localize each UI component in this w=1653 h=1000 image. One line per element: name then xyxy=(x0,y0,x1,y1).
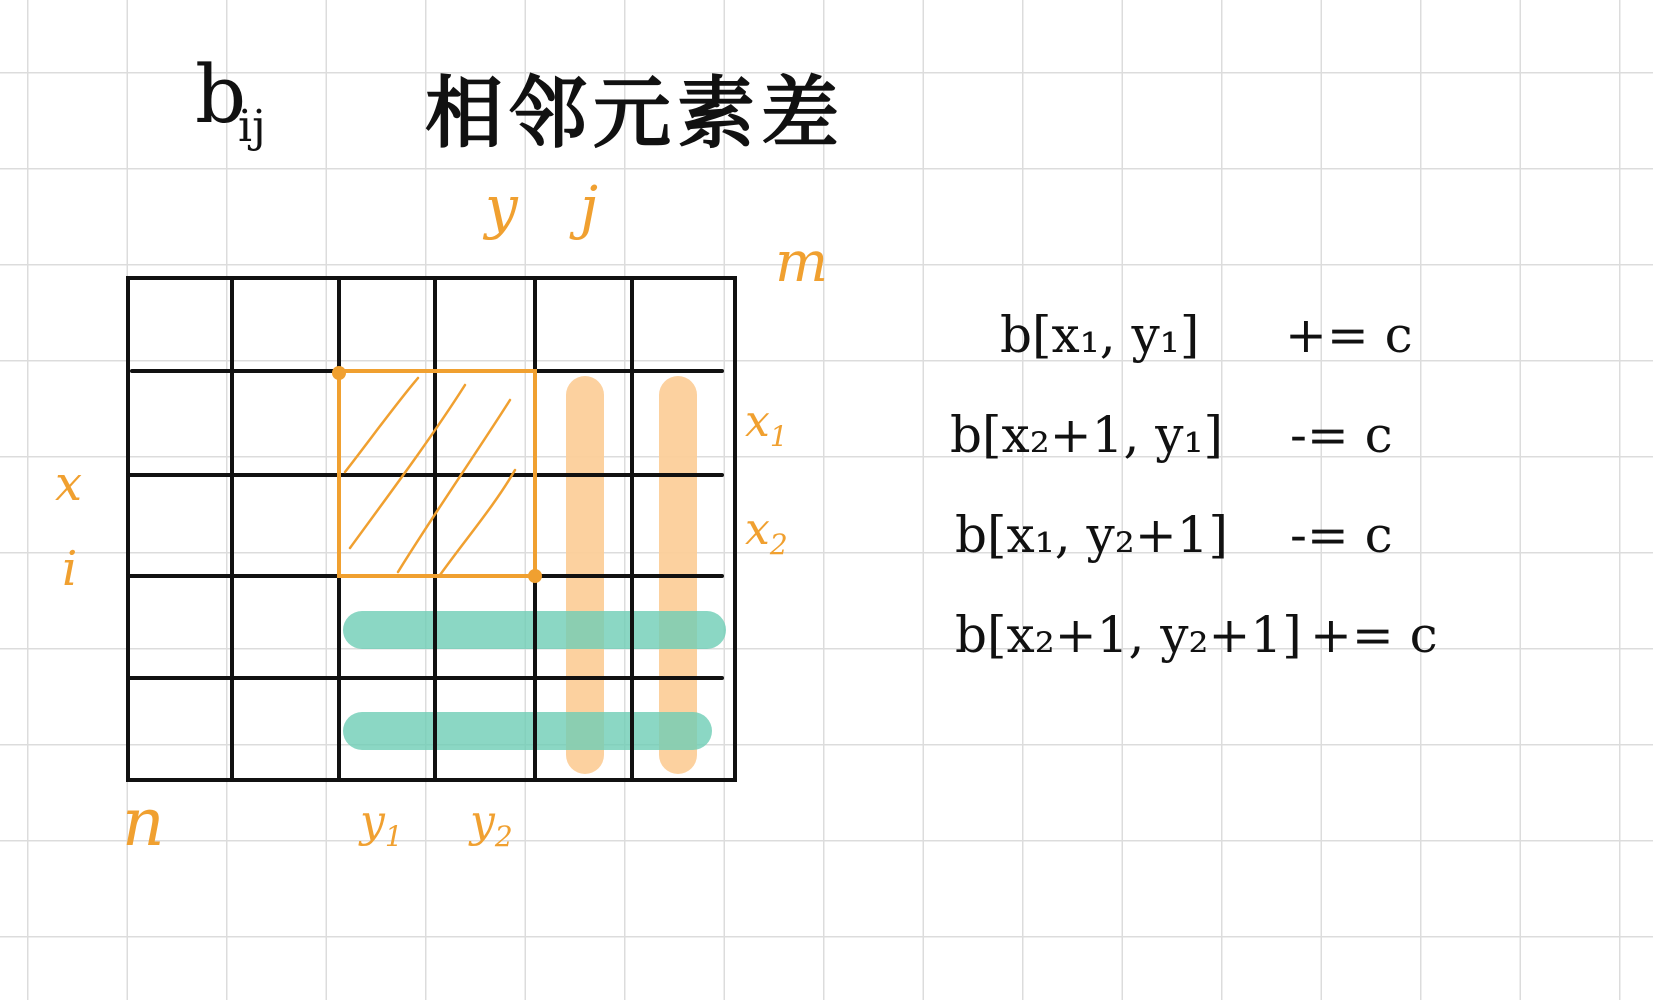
label-x2-base: x xyxy=(745,504,770,555)
title-subscript: ij xyxy=(238,101,266,152)
title-chinese: 相邻元素差 xyxy=(425,68,846,159)
equation-1-lhs: b[x₁, y₁] xyxy=(1000,306,1200,364)
label-x1-sub: 1 xyxy=(769,420,788,453)
label-y2 xyxy=(470,796,513,853)
label-x2 xyxy=(745,504,788,561)
label-x: x xyxy=(55,456,83,512)
matrix-grid xyxy=(128,278,735,780)
label-x1 xyxy=(745,396,788,453)
label-y1-sub: 1 xyxy=(384,820,403,853)
label-y1 xyxy=(360,796,403,853)
label-y1-base: y xyxy=(360,796,385,847)
label-x1-base: x xyxy=(745,396,770,447)
label-x2-sub: 2 xyxy=(769,528,788,561)
equation-3-lhs: b[x₁, y₂+1] xyxy=(955,506,1229,564)
label-y2-sub: 2 xyxy=(494,820,513,853)
corner-point-x1y1 xyxy=(332,366,346,380)
label-y: y xyxy=(485,173,518,241)
equation-3 xyxy=(955,506,1229,564)
equation-1-op: += c xyxy=(1285,306,1413,364)
corner-point-x2y2 xyxy=(528,569,542,583)
equation-2-op: -= c xyxy=(1290,406,1393,464)
label-y2-base: y xyxy=(470,796,495,847)
label-j: j xyxy=(580,173,598,241)
equation-3-op: -= c xyxy=(1290,506,1393,564)
equation-2 xyxy=(950,406,1224,464)
label-m: m xyxy=(775,230,829,295)
title-symbol: b xyxy=(195,48,247,141)
matrix-border xyxy=(128,278,735,780)
equation-4-op: += c xyxy=(1310,606,1438,664)
equation-4-lhs: b[x₂+1, y₂+1] xyxy=(955,606,1302,664)
equation-4 xyxy=(955,606,1302,664)
equation-2-lhs: b[x₂+1, y₁] xyxy=(950,406,1224,464)
label-n: n xyxy=(122,784,165,861)
label-i: i xyxy=(62,541,78,597)
equation-1 xyxy=(1000,306,1200,364)
